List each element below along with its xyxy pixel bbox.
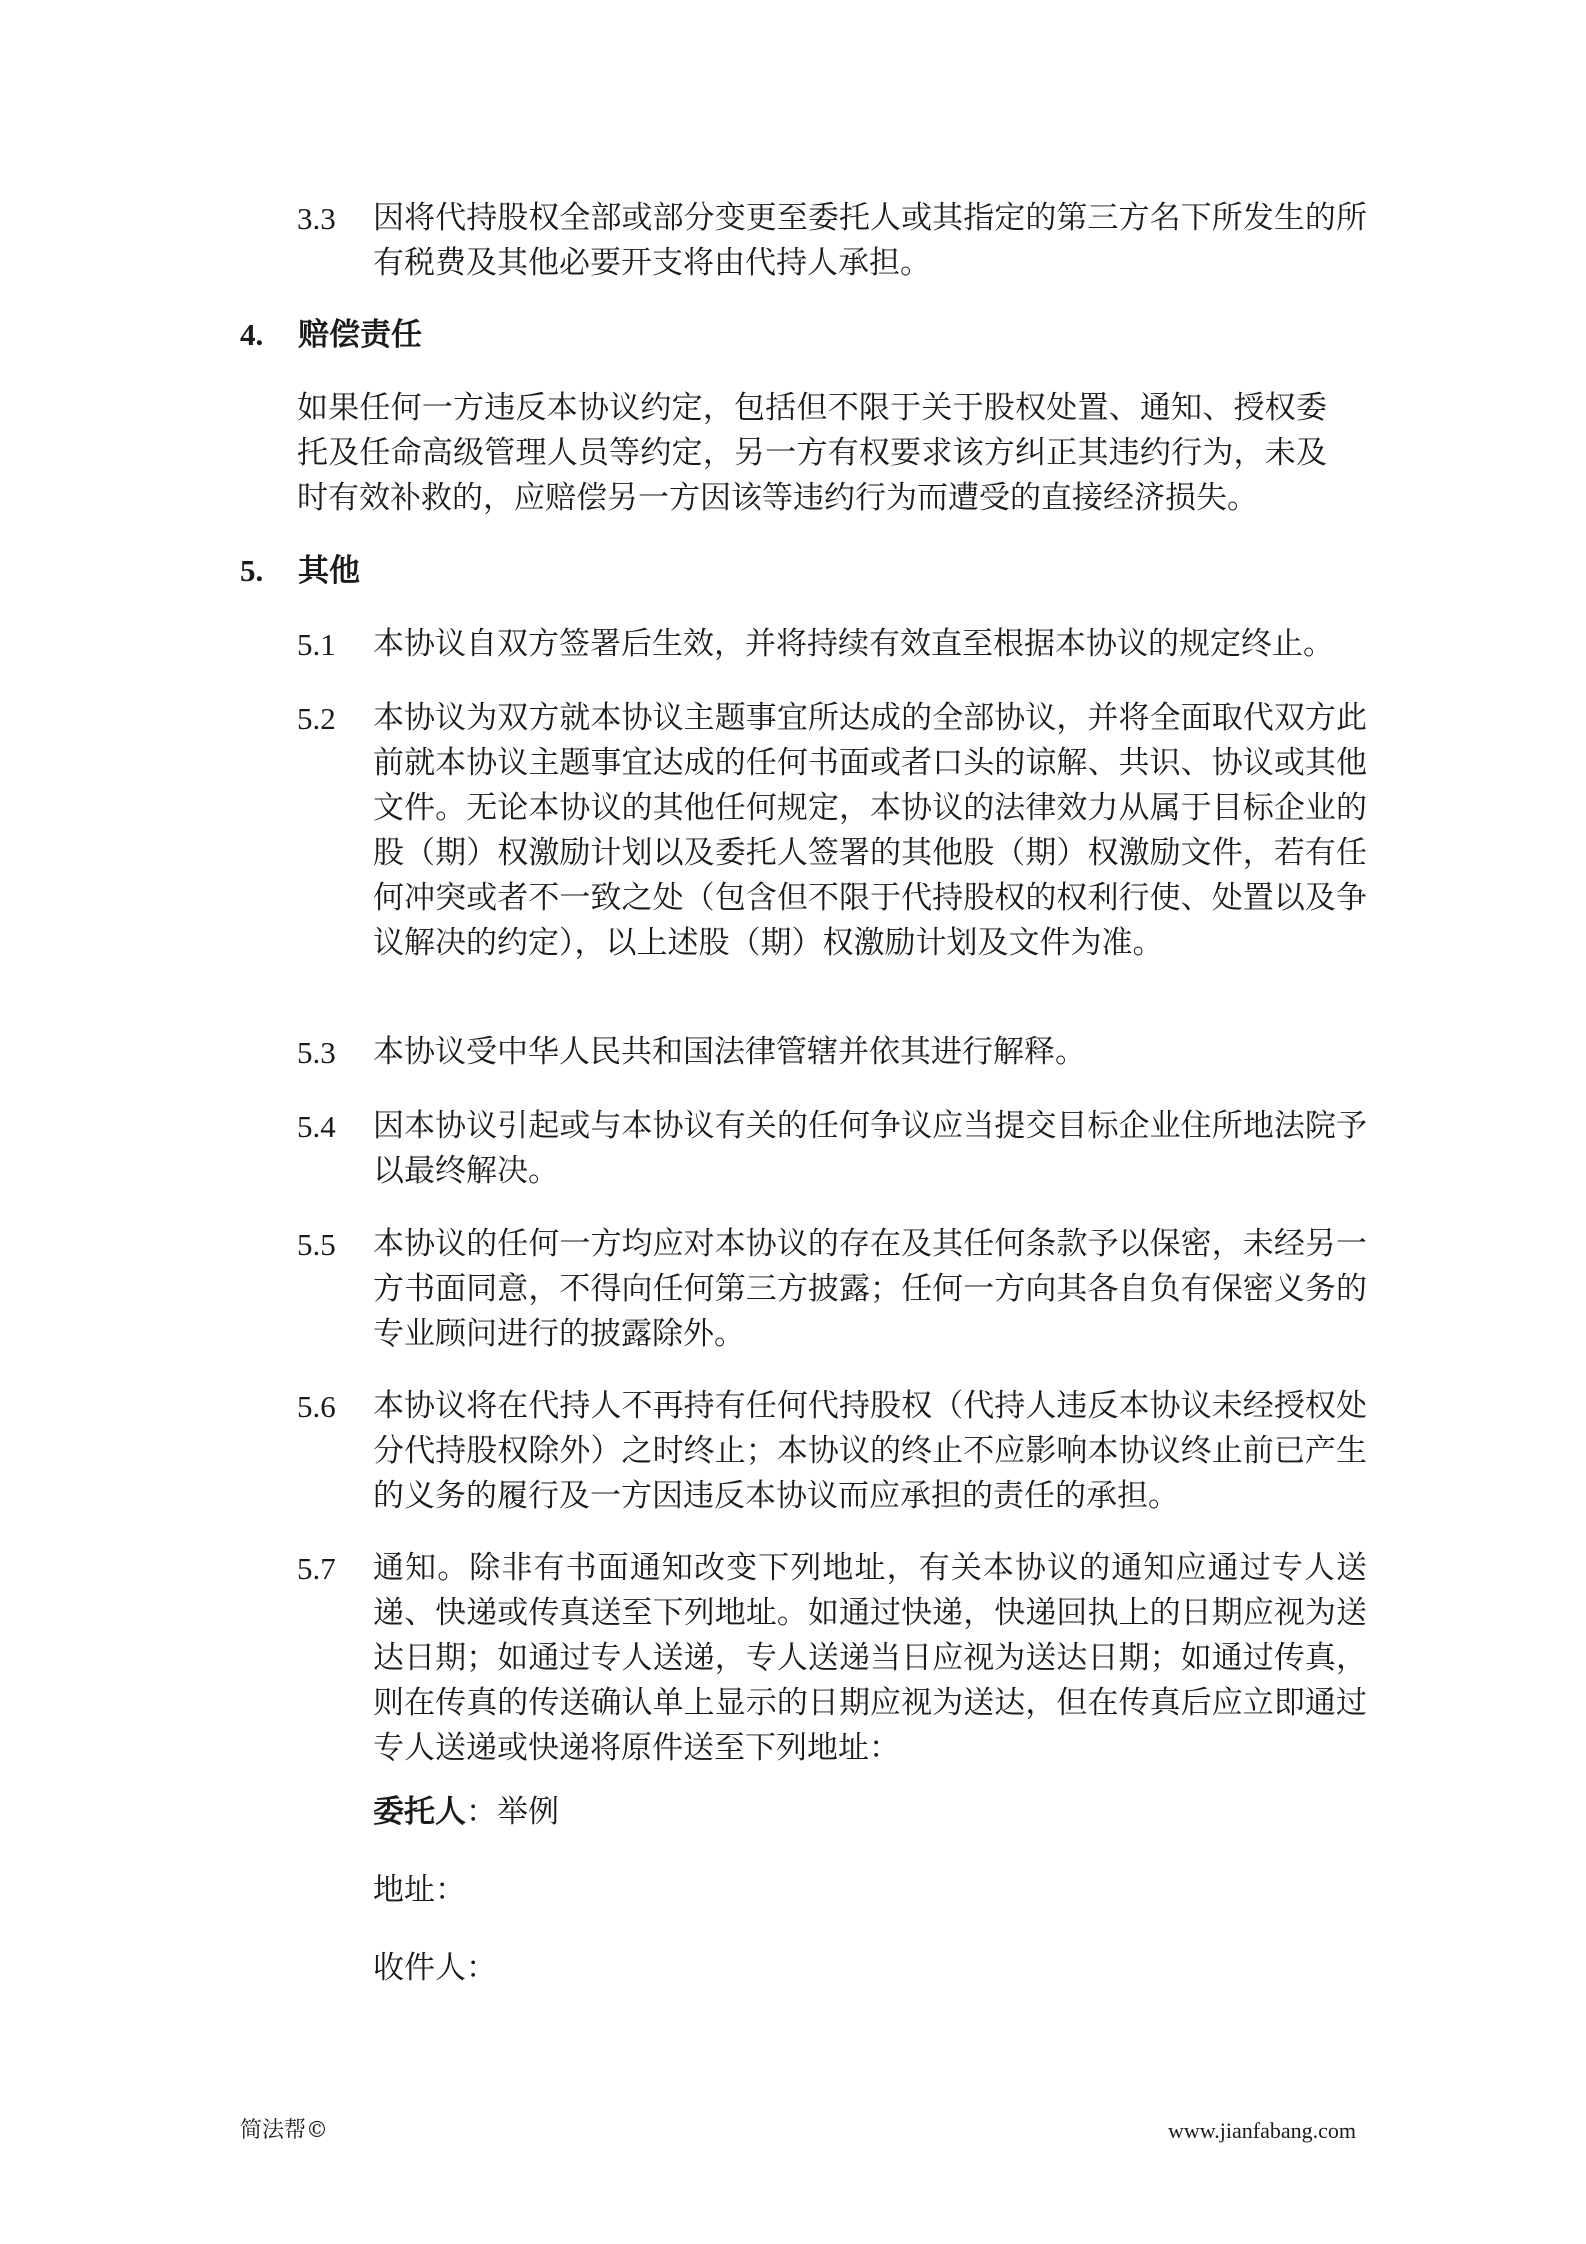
recipient-label: 收件人： [373,1950,497,1986]
clause-number: 5.2 [297,701,336,736]
clause-number: 5.6 [297,1389,336,1424]
clause-number: 5.3 [297,1035,336,1070]
clause-text: 本协议自双方签署后生效，并将持续有效直至根据本协议的规定终止。 [373,626,1334,662]
section-title: 赔偿责任 [298,317,422,353]
clause-number: 5.5 [297,1227,336,1262]
clause-number: 5.1 [297,627,336,662]
section-title: 其他 [298,553,360,589]
section-heading-5 [240,548,360,594]
principal-label: 委托人 [373,1794,466,1830]
clause-text: 通知。除非有书面通知改变下列地址，有关本协议的通知应通过专人送递、快递或传真送至下列地址。如通过快递，快递回执上的日期应视为送达日期；如通过专人送递，专人送递当日应视为送达日期；如通过传真，则在传真的传送确认单上显示的日期应视为送达，但在传真后应立即通过专人送递或快递将原件送至下列地址： [373,1550,1367,1766]
clause-text: 因本协议引起或与本协议有关的任何争议应当提交目标企业住所地法院予以最终解决。 [373,1108,1367,1189]
clause-text: 本协议将在代持人不再持有任何代持股权（代持人违反本协议未经授权处分代持股权除外）之时终止；本协议的终止不应影响本协议终止前已产生的义务的履行及一方因违反本协议而应承担的责任的承担。 [373,1388,1367,1514]
clause-number: 3.3 [297,201,336,236]
footer-brand: 简法帮© [240,2118,329,2143]
clause-5-5 [297,1222,1367,1357]
clause-text: 本协议的任何一方均应对本协议的存在及其任何条款予以保密，未经另一方书面同意，不得向任何第三方披露；任何一方向其各自负有保密义务的专业顾问进行的披露除外。 [373,1226,1367,1352]
clause-text: 本协议受中华人民共和国法律管辖并依其进行解释。 [373,1034,1086,1070]
principal-value: ：举例 [466,1794,559,1830]
clause-5-6 [297,1384,1367,1519]
section-number: 4. [240,317,264,352]
principal-field [373,1790,559,1835]
clause-number: 5.7 [297,1551,336,1586]
section-heading-4 [240,312,422,358]
clause-text: 本协议为双方就本协议主题事宜所达成的全部协议，并将全面取代双方此前就本协议主题事宜达成的任何书面或者口头的谅解、共识、协议或其他文件。无论本协议的其他任何规定，本协议的法律效力从属于目标企业的股（期）权激励计划以及委托人签署的其他股（期）权激励文件，若有任何冲突或者不一致之处（包含但不限于代持股权的权利行使、处置以及争议解决的约定），以上述股（期）权激励计划及文件为准。 [373,700,1367,961]
clause-5-4 [297,1104,1367,1194]
clause-5-3 [297,1030,1367,1075]
clause-5-7 [297,1546,1367,1771]
clause-5-2 [297,696,1367,966]
section-4-body: 如果任何一方违反本协议约定，包括但不限于关于股权处置、通知、授权委托及任命高级管理人员等约定，另一方有权要求该方纠正其违约行为，未及时有效补救的，应赔偿另一方因该等违约行为而遭受的直接经济损失。 [297,390,1327,516]
address-label: 地址： [373,1872,466,1908]
clause-text: 因将代持股权全部或部分变更至委托人或其指定的第三方名下所发生的所有税费及其他必要开支将由代持人承担。 [373,200,1367,281]
footer-website: www.jianfabang.com [1168,2118,1356,2143]
recipient-field [373,1946,497,1991]
clause-5-1 [297,622,1367,667]
clause-3-3 [297,196,1367,286]
section-number: 5. [240,553,264,588]
address-field [373,1868,466,1913]
clause-number: 5.4 [297,1109,336,1144]
